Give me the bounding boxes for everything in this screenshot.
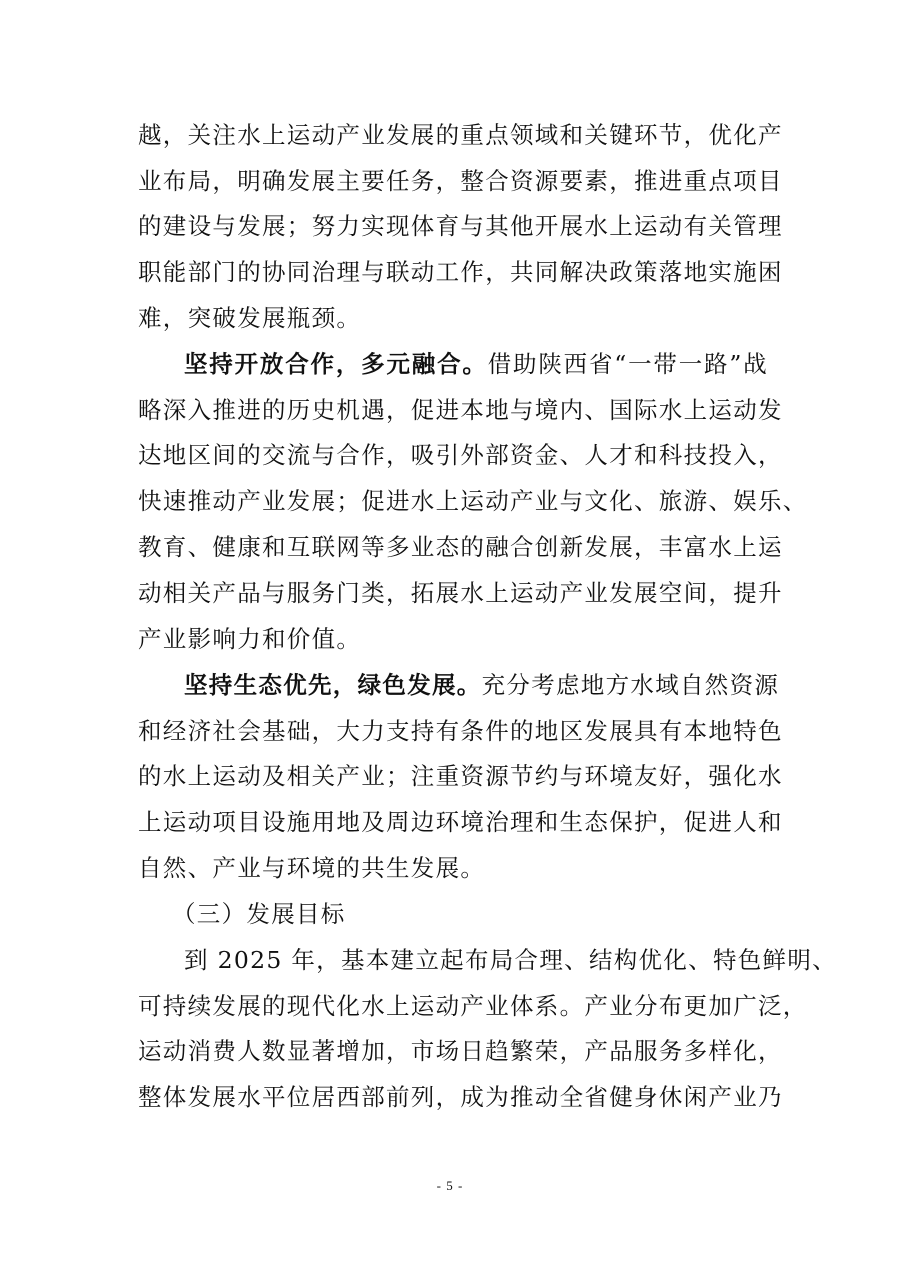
- subsection-title: （三）发展目标: [172, 900, 346, 928]
- paragraph-text: 借助陕西省“一带一路”战: [487, 350, 768, 378]
- paragraph-line: 达地区间的交流与合作，吸引外部资金、人才和科技投入，: [138, 441, 783, 469]
- paragraph-line: 整体发展水平位居西部前列，成为推动全省健身休闲产业乃: [138, 1083, 783, 1111]
- paragraph-line: [184, 344, 768, 384]
- paragraph-line: 教育、健康和互联网等多业态的融合创新发展，丰富水上运: [138, 533, 783, 561]
- paragraph-line: 自然、产业与环境的共生发展。: [138, 854, 486, 882]
- paragraph-line: 职能部门的协同治理与联动工作，共同解决政策落地实施困: [138, 258, 783, 286]
- paragraph-line: 难，突破发展瓶颈。: [138, 304, 362, 332]
- paragraph-line: 的水上运动及相关产业；注重资源节约与环境友好，强化水: [138, 762, 783, 790]
- paragraph-line: [184, 665, 780, 705]
- paragraph-line: 和经济社会基础，大力支持有条件的地区发展具有本地特色: [138, 717, 783, 745]
- page-number: - 5 -: [436, 1178, 464, 1193]
- paragraph-line: 越，关注水上运动产业发展的重点领域和关键环节，优化产: [138, 121, 783, 149]
- paragraph-line: 上运动项目设施用地及周边环境治理和生态保护，促进人和: [138, 808, 783, 836]
- paragraph-line: 的建设与发展；努力实现体育与其他开展水上运动有关管理: [138, 212, 783, 240]
- section-heading-open-cooperation: 坚持开放合作，多元融合。: [184, 350, 488, 378]
- paragraph-text: 充分考虑地方水域自然资源: [481, 671, 780, 699]
- paragraph-line: 动相关产品与服务门类，拓展水上运动产业发展空间，提升: [138, 579, 783, 607]
- paragraph-line: 快速推动产业发展；促进水上运动产业与文化、旅游、娱乐、: [138, 487, 808, 515]
- paragraph-line: 运动消费人数显著增加，市场日趋繁荣，产品服务多样化，: [138, 1037, 783, 1065]
- paragraph-line: 业布局，明确发展主要任务，整合资源要素，推进重点项目: [138, 167, 783, 195]
- paragraph-line: 略深入推进的历史机遇，促进本地与境内、国际水上运动发: [138, 396, 783, 424]
- paragraph-line: 到 2025 年，基本建立起布局合理、结构优化、特色鲜明、: [184, 946, 837, 974]
- paragraph-line: 可持续发展的现代化水上运动产业体系。产业分布更加广泛，: [138, 992, 808, 1020]
- section-heading-ecology-first: 坚持生态优先，绿色发展。: [184, 671, 482, 699]
- paragraph-line: 产业影响力和价值。: [138, 625, 362, 653]
